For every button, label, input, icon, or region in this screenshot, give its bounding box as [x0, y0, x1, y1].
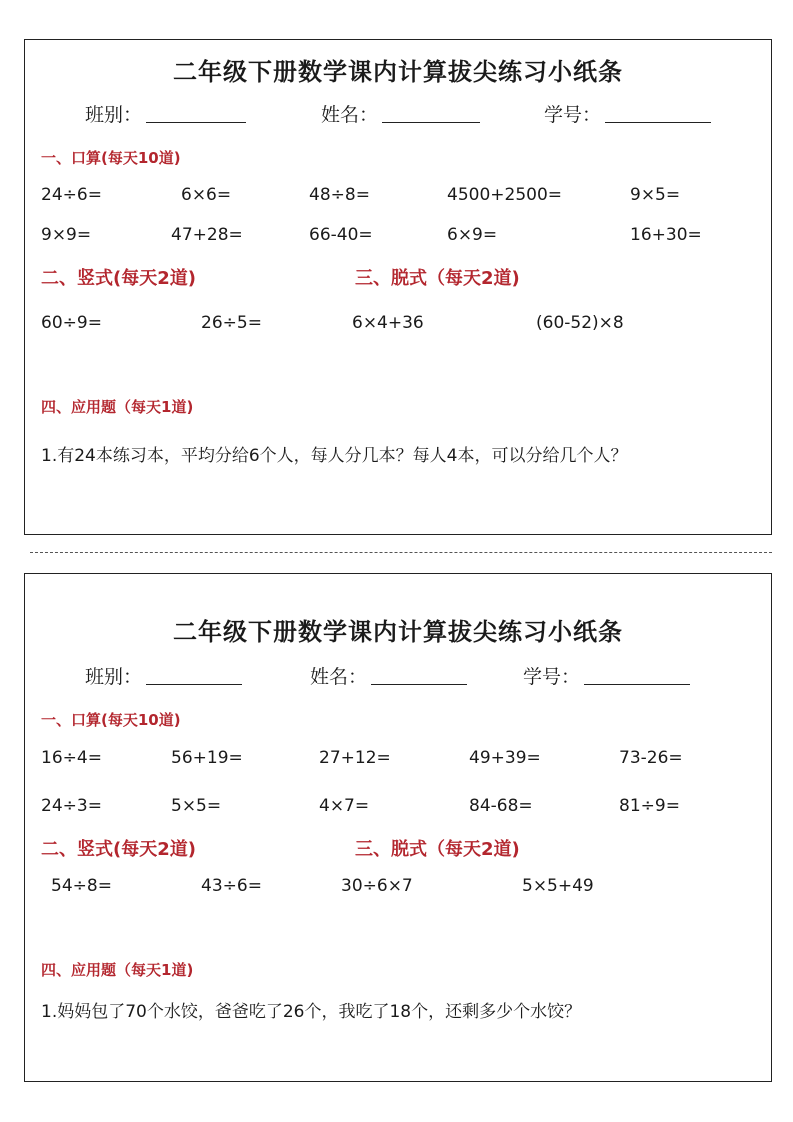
section-word-heading: 四、应用题（每天1道) [41, 398, 194, 416]
number-blank[interactable] [584, 683, 690, 685]
slip-title: 二年级下册数学课内计算拔尖练习小纸条 [173, 58, 623, 86]
oral-item: 49+39= [469, 748, 541, 768]
oral-item: 6×9= [447, 225, 498, 245]
class-blank[interactable] [146, 121, 246, 123]
oral-item: 4500+2500= [447, 185, 563, 205]
name-field [321, 100, 480, 127]
oral-item: 73-26= [619, 748, 683, 768]
steps-item: 6×4+36 [352, 313, 424, 333]
oral-item: 24÷6= [41, 185, 102, 205]
name-field [310, 662, 467, 689]
word-problem: 1.妈妈包了70个水饺，爸爸吃了26个，我吃了18个，还剩多少个水饺？ [41, 1002, 582, 1022]
class-blank[interactable] [146, 683, 242, 685]
number-field [523, 662, 690, 689]
oral-item: 16+30= [630, 225, 702, 245]
oral-item: 9×9= [41, 225, 92, 245]
name-blank[interactable] [382, 121, 480, 123]
section-steps-heading: 三、脱式（每天2道) [355, 839, 520, 860]
class-label: 班别： [85, 666, 143, 688]
number-label: 学号： [523, 666, 581, 688]
slip-title: 二年级下册数学课内计算拔尖练习小纸条 [173, 618, 623, 646]
vertical-item: 54÷8= [51, 876, 112, 896]
steps-item: (60-52)×8 [536, 313, 624, 333]
oral-item: 9×5= [630, 185, 681, 205]
section-steps-heading: 三、脱式（每天2道) [355, 268, 520, 289]
number-field [544, 100, 711, 127]
section-oral-heading: 一、口算(每天10道) [41, 711, 181, 729]
steps-item: 5×5+49 [522, 876, 594, 896]
oral-item: 56+19= [171, 748, 243, 768]
oral-item: 81÷9= [619, 796, 680, 816]
section-oral-heading: 一、口算(每天10道) [41, 149, 181, 167]
vertical-item: 43÷6= [201, 876, 262, 896]
vertical-item: 26÷5= [201, 313, 262, 333]
name-blank[interactable] [371, 683, 467, 685]
oral-item: 5×5= [171, 796, 222, 816]
number-blank[interactable] [605, 121, 711, 123]
class-label: 班别： [85, 104, 143, 126]
oral-item: 48÷8= [309, 185, 370, 205]
steps-item: 30÷6×7 [341, 876, 413, 896]
practice-slip-1 [24, 39, 772, 535]
oral-item: 4×7= [319, 796, 370, 816]
class-field [85, 662, 242, 689]
practice-slip-2 [24, 573, 772, 1082]
name-label: 姓名： [310, 666, 368, 688]
section-vertical-heading: 二、竖式(每天2道) [41, 839, 196, 860]
oral-item: 66-40= [309, 225, 373, 245]
oral-item: 16÷4= [41, 748, 102, 768]
number-label: 学号： [544, 104, 602, 126]
section-vertical-heading: 二、竖式(每天2道) [41, 268, 196, 289]
oral-item: 27+12= [319, 748, 391, 768]
word-problem: 1.有24本练习本，平均分给6个人，每人分几本？每人4本，可以分给几个人？ [41, 446, 628, 466]
oral-item: 47+28= [171, 225, 243, 245]
section-word-heading: 四、应用题（每天1道) [41, 961, 194, 979]
oral-item: 24÷3= [41, 796, 102, 816]
oral-item: 84-68= [469, 796, 533, 816]
vertical-item: 60÷9= [41, 313, 102, 333]
cut-line [30, 552, 772, 553]
class-field [85, 100, 246, 127]
oral-item: 6×6= [181, 185, 232, 205]
name-label: 姓名： [321, 104, 379, 126]
